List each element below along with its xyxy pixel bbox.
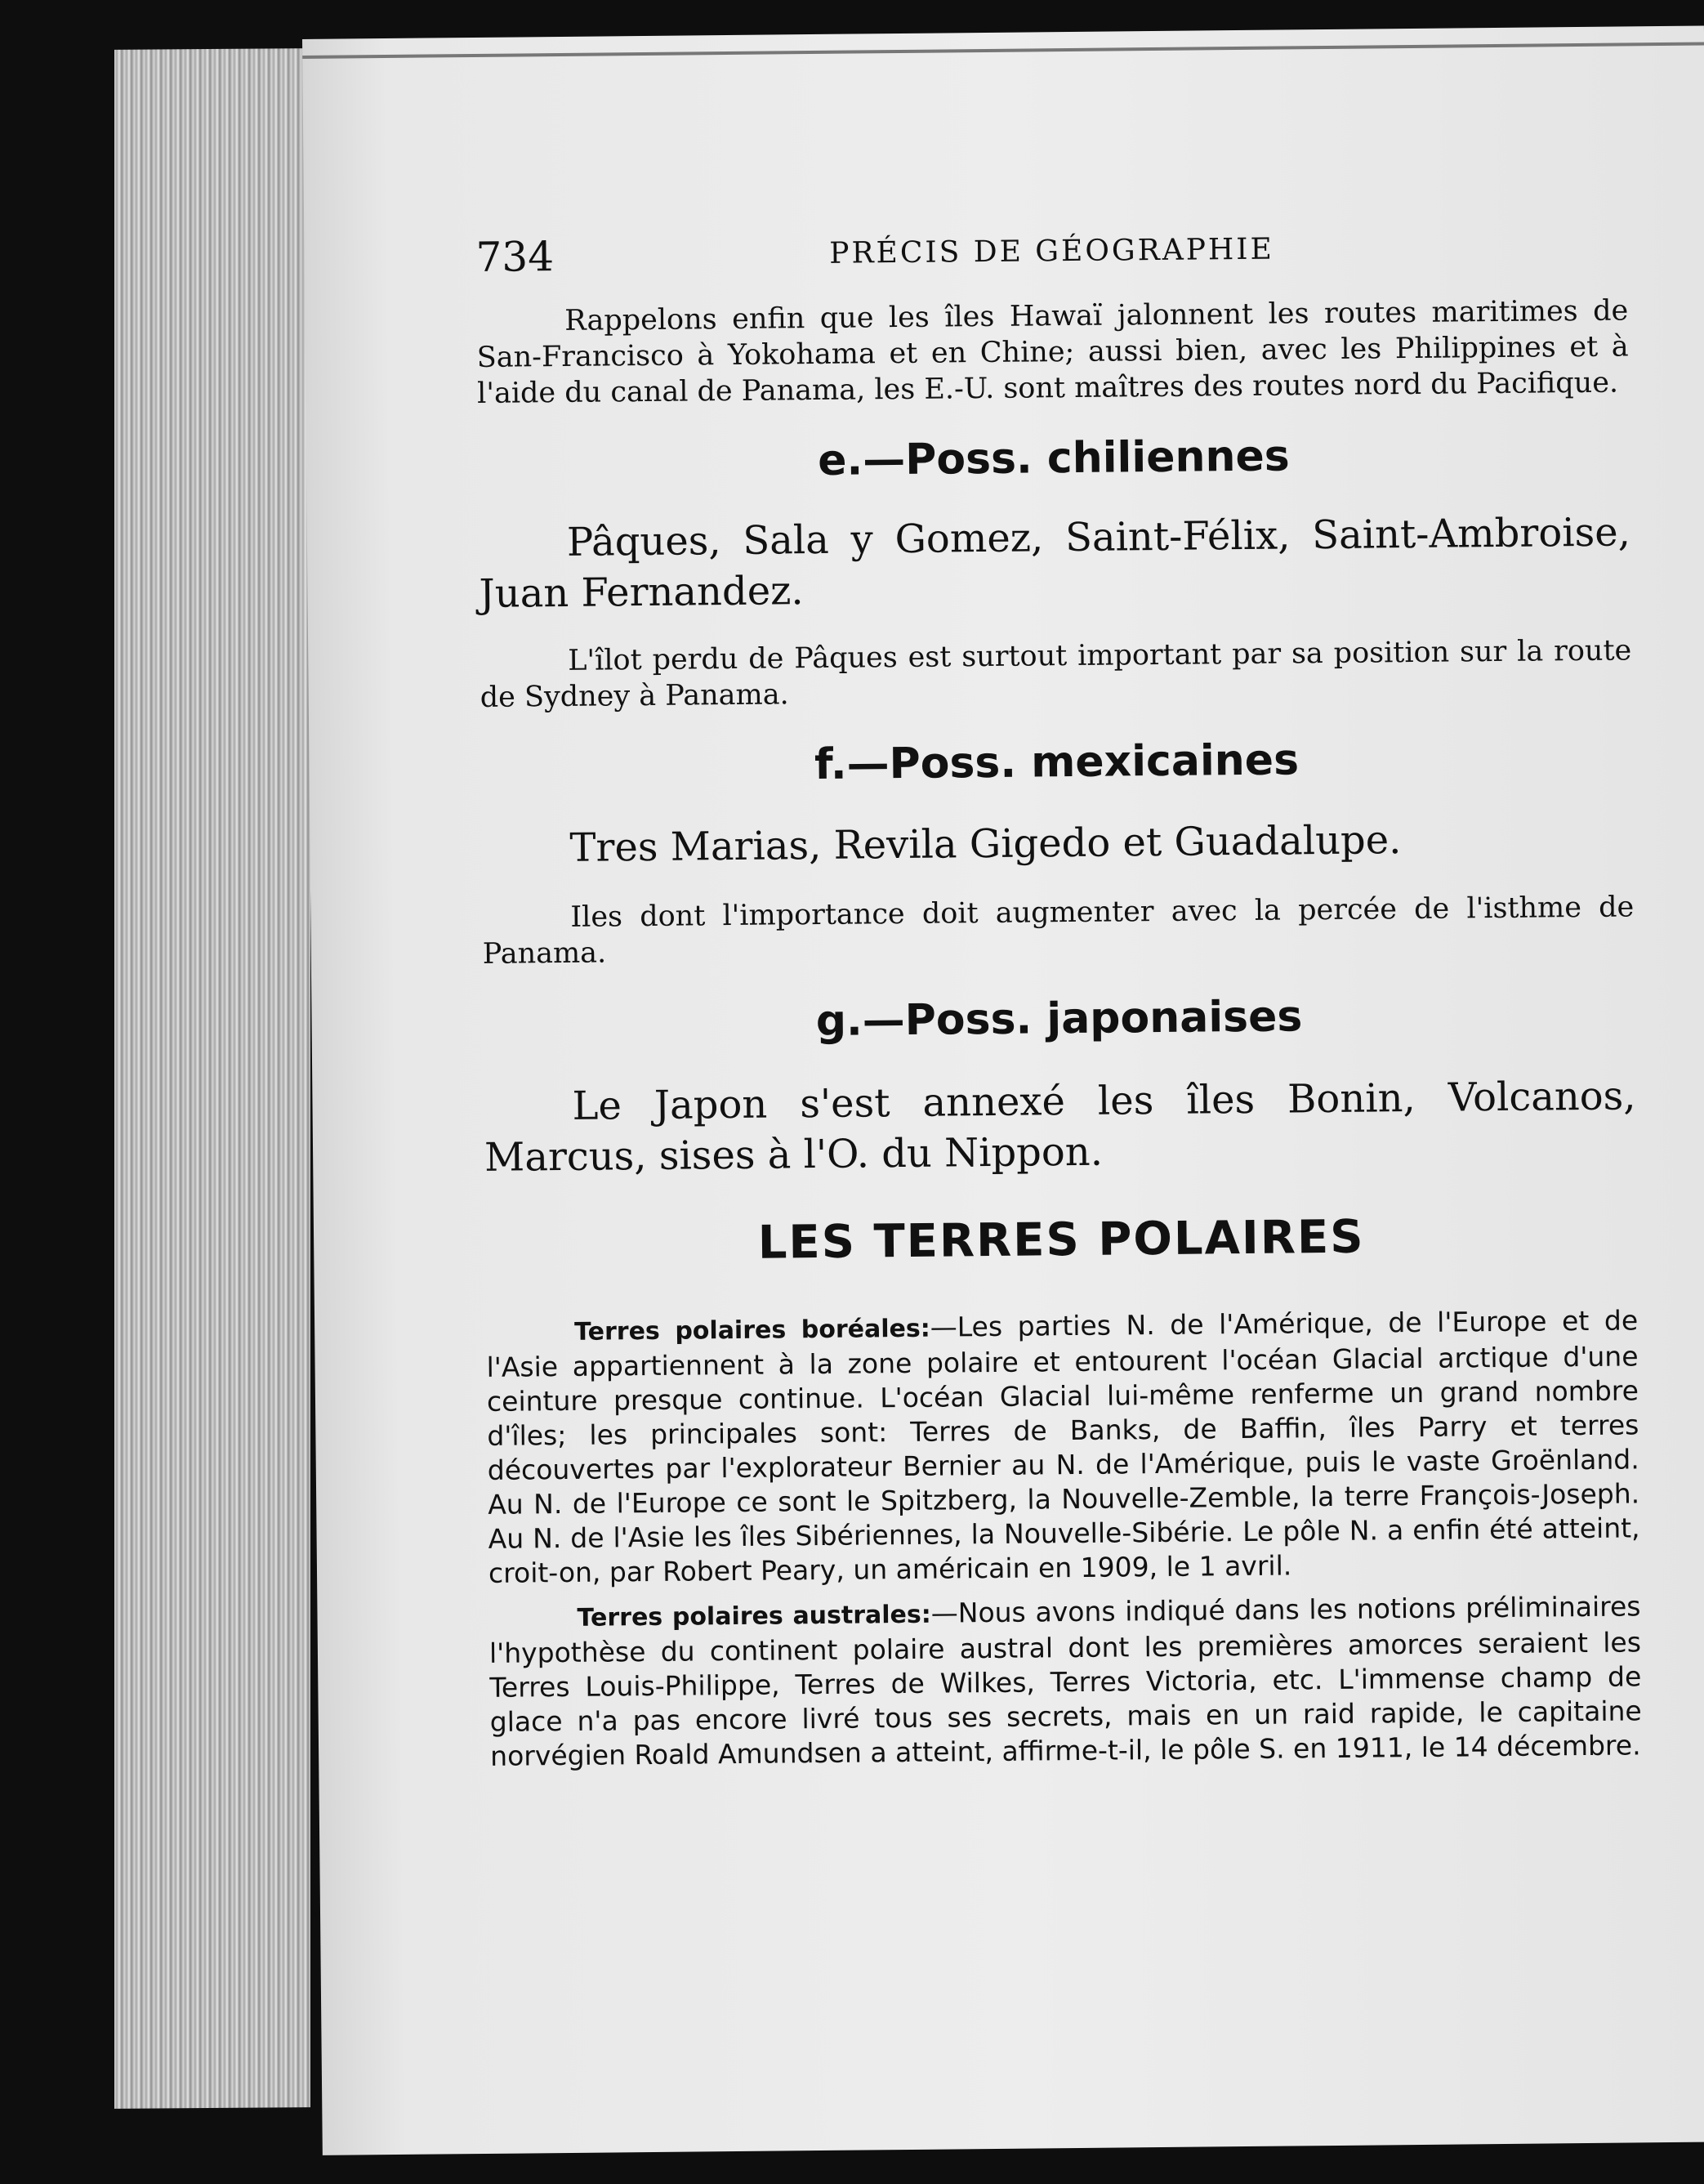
- section-note-chiliennes: L'îlot perdu de Pâques est surtout important par sa position sur la route de Sydney à Panama.: [480, 634, 1632, 714]
- section-heading-mexicaines: f.—Poss. mexicaines: [814, 735, 1300, 790]
- section-list-chiliennes: Pâques, Sala y Gomez, Saint-Félix, Saint-Ambroise, Juan Fernandez.: [479, 509, 1631, 617]
- section-heading-japonaises: g.—Poss. japonaises: [815, 992, 1303, 1047]
- austral-paragraph: [488, 1589, 1642, 1774]
- page: [302, 26, 1704, 2155]
- running-title: PRÉCIS DE GÉOGRAPHIE: [829, 232, 1275, 270]
- boreal-text: —Les parties N. de l'Amérique, de l'Europe et de l'Asie appartiennent à la zone polaire et entourent l'océan Glacial arctique d'une ceinture presque continue. L'océan Glacial lui-même renferme un grand nombre d'îles; les principales sont: Terres de Banks, de Baffin, îles Parry et terres découvertes par l'explorateur Bernier au N. de l'Amérique, puis le vaste Groënland. Au N. de l'Europe ce sont le Spitzberg, la Nouvelle-Zemble, la terre François-Joseph. Au N. de l'Asie les îles Sibériennes, la Nouvelle-Sibérie. Le pôle N. a enfin été atteint, croit-on, par Robert Peary, un américain en 1909, le 1 avril.: [486, 1304, 1640, 1589]
- boreal-paragraph: [486, 1303, 1640, 1591]
- section-note-mexicaines: Iles dont l'importance doit augmenter avec la percée de l'isthme de Panama.: [482, 891, 1635, 971]
- intro-paragraph: Rappelons enfin que les îles Hawaï jalonnent les routes maritimes de San-Francisco à Yokohama et en Chine; aussi bien, avec les Philippines et à l'aide du canal de Panama, les E.-U. sont maîtres des routes nord du Pacifique.: [476, 294, 1629, 410]
- section-heading-chiliennes: e.—Poss. chiliennes: [817, 431, 1290, 485]
- section-list-japonaises: Le Japon s'est annexé les îles Bonin, Volcanos, Marcus, sises à l'O. du Nippon.: [484, 1073, 1636, 1181]
- page-content: [475, 222, 1642, 1773]
- austral-text: —Nous avons indiqué dans les notions préliminaires l'hypothèse du continent polaire austral dont les premières amorces seraient les Terres Louis-Philippe, Terres de Wilkes, Terres Victoria, etc. L'immense champ de glace n'a pas encore livré tous ses secrets, mais en un raid rapide, le capitaine norvégien Roald Amundsen a atteint, affirme-t-il, le pôle S. en 1911, le 14 décembre.: [488, 1590, 1642, 1772]
- section-list-mexicaines: Tres Marias, Revila Gigedo et Guadalupe.: [569, 817, 1402, 871]
- polar-heading: LES TERRES POLAIRES: [757, 1210, 1365, 1270]
- boreal-lead: Terres polaires boréales:: [574, 1314, 930, 1347]
- top-rule: [302, 42, 1704, 59]
- austral-lead: Terres polaires australes:: [577, 1600, 931, 1632]
- running-head: [475, 222, 1628, 299]
- page-edges: [114, 48, 310, 2109]
- page-number: 734: [475, 233, 555, 281]
